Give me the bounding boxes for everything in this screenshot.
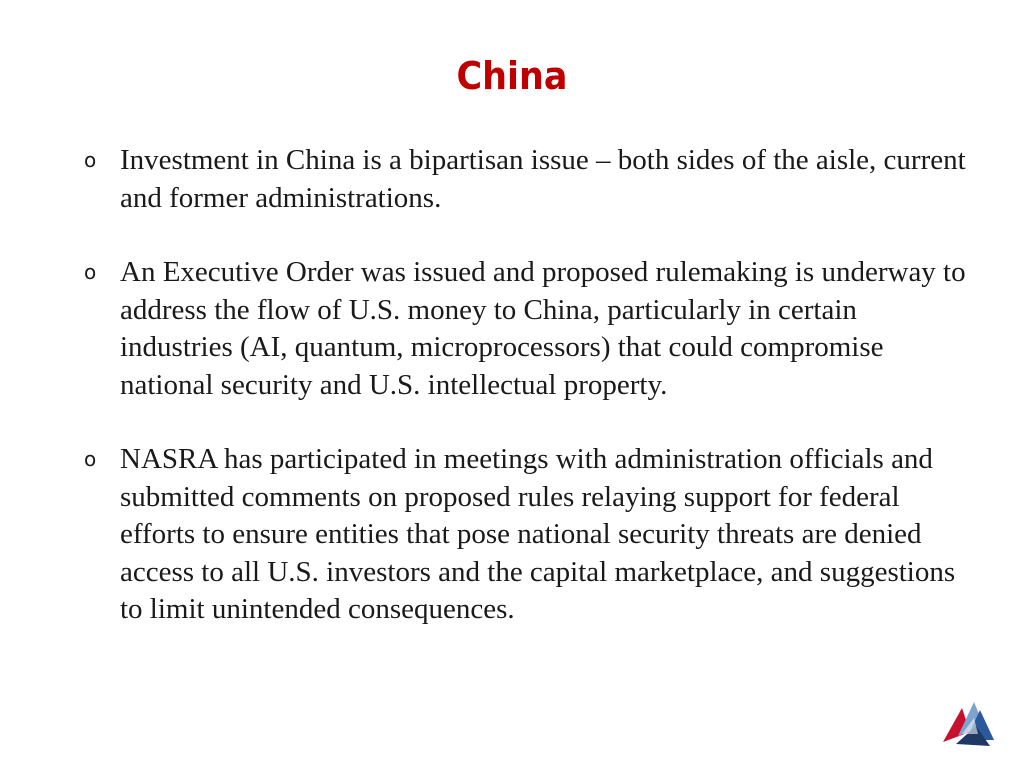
- bullet-item: [84, 441, 974, 629]
- bullet-text: An Executive Order was issued and proposed rulemaking is underway to address the flow of U.S. money to China, particularly in certain industries (AI, quantum, microprocessors) that could compromise national security and U.S. intellectual property.: [120, 256, 966, 401]
- bullet-text: NASRA has participated in meetings with administration officials and submitted comments on proposed rules relaying support for federal efforts to ensure entities that pose national security threats are denied access to all U.S. investors and the capital marketplace, and suggestions to limit unintended consequences.: [120, 443, 956, 625]
- slide-title: China: [456, 54, 568, 98]
- bullet-item: [84, 142, 974, 217]
- nasra-logo-icon: [940, 696, 996, 748]
- bullet-item: [84, 254, 974, 404]
- bullet-marker: o: [84, 260, 97, 284]
- bullet-list: [84, 142, 974, 666]
- bullet-marker: o: [84, 447, 97, 471]
- bullet-marker: o: [84, 148, 97, 172]
- bullet-text: Investment in China is a bipartisan issue – both sides of the aisle, current and former administrations.: [120, 144, 966, 214]
